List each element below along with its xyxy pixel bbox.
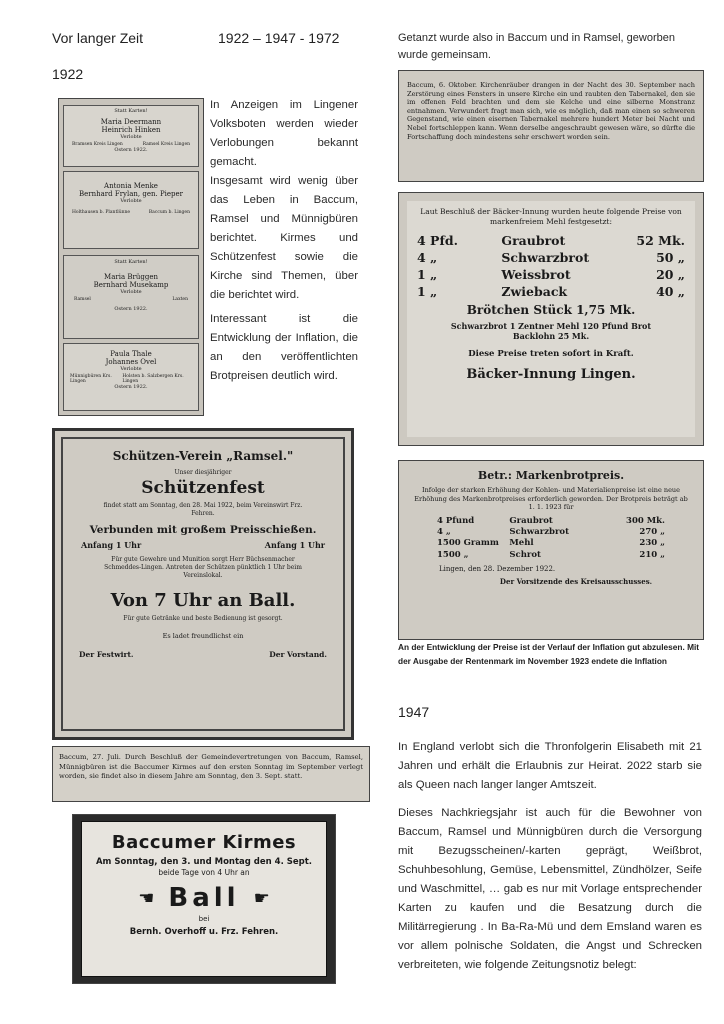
price-qty: 1500 Gramm (437, 538, 499, 549)
section-heading-1947: 1947 (398, 704, 430, 720)
price-item: Zwieback (501, 283, 568, 299)
price-qty: 1500 „ (437, 549, 469, 560)
page-title: Vor langer Zeit (52, 30, 144, 46)
intro-paragraph-2: Insgesamt wird wenig über das Leben in Baccum, Ramsel und Münnigbüren berichtet. Kirmes und Schützenfest sowie die Kirche sind Themen, über die berichtet wird. (210, 175, 358, 301)
price-price: 270 „ (639, 526, 665, 537)
engagement-ad-4: Paula Thale Johannes Ovel Verlobte Münnigbüren Krs. Lingen Holsten b. Salzbergen Krs. Lingen Ostern 1922. (63, 343, 199, 411)
price-qty: 4 Pfund (437, 515, 475, 526)
section-heading-1922: 1922 (52, 66, 84, 82)
price-row (437, 550, 665, 561)
inflation-caption: An der Entwicklung der Preise ist der Verlauf der Inflation gut abzulesen. Mit der Ausgabe der Rentenmark im November 1923 endete die Inflation (398, 642, 700, 666)
paragraph-1947-postwar: Dieses Nachkriegsjahr ist auch für die Bewohner von Baccum, Ramsel und Münnigbüren durch die Versorgung mit Bezugsscheinen/-karten geprägt, Weißbrot, Schuhbesohlung, Gemüse, Lebensmittel, Zündhölzer, Seife und Waschmittel, … gab es nur mit Vorlage entsprechender Karten zu kaufen und die Besatzung durch die Militärregierung . In Ba-Ra-Mü und dem Emsland waren es vor allem polnische Soldaten, die Angst und Schrecken verbreiteten, wie folgende Zeitungsnotiz belegt: (398, 807, 702, 971)
price-row (417, 284, 685, 301)
price-item: Schwarzbrot (509, 526, 570, 537)
price-qty: 4 Pfd. (417, 233, 458, 248)
schuetzenfest-ad: Schützen-Verein „Ramsel." Unser diesjähriger Schützenfest findet statt am Sonntag, den 28. Mai 1922, beim Vereinswirt Frz. Fehren. Verbunden mit großem Preisschießen. Anfang 1 Uhr Anfang 1 Uhr Für gute Gewehre und Munition sorgt Herr Büchsenmacher Schmeddes-Lingen. Antreten der Schützen pünktlich 1 Uhr beim Vereinslokal. Von 7 Uhr an Ball. Für gute Getränke und beste Bedienung ist gesorgt. Es ladet freundlichst ein Der Festwirt. Der Vorstand. (52, 428, 354, 740)
price-qty: 4 „ (417, 249, 438, 265)
church-theft-notice: Baccum, 6. Oktober. Kirchenräuber drangen in der Nacht des 30. September nach Zerstörung eines Fensters in unsere Kirche ein und raubten den Tabernakel, den sie im offenen Feld brachten und dem sie Kelche und eine silberne Monstranz entnahmen. Verwundert fragt man sich, wie es möglich, daß man einen so schweren Gegenstand, wie einen eisernen Tabernakel mehrere hundert Meter bei Nacht und Nebel fortschleppen kann. Wenn derselbe angeschraubt gewesen wäre, so dürfte die Fortschaffung doch mindestens sehr erschwert worden sein. (398, 70, 704, 182)
price-row (417, 250, 685, 267)
price-qty: 1 „ (417, 283, 438, 299)
bread-price-ad-1922: Laut Beschluß der Bäcker-Innung wurden heute folgende Preise von markenfreiem Mehl festgesetzt: 4 Pfd. Graubrot 52 Mk. 4 „ Schwarzbrot 50 „ 1 „ Weissbrot 20 „ 1 „ Zwieback 40 „ Brötchen Stück 1,75 Mk. Schwarzbrot 1 Zentner Mehl 120 Pfund Brot Backlohn 25 Mk. Diese Preise treten sofort in Kraft. Bäcker-Innung Lingen. (398, 192, 704, 446)
engagement-ad-2: Antonia Menke Bernhard Frylan, gen. Pieper Verlobte Holthausen b. Plantlünne Baccum b. Lingen (63, 171, 199, 249)
price-row (417, 267, 685, 284)
price-item: Graubrot (501, 233, 566, 248)
paragraph-1947-elisabeth: In England verlobt sich die Thronfolgerin Elisabeth mit 21 Jahren und erhält die Erlaubnis zur Heirat. 2022 starb sie als Queen nach langer langer Amtszeit. (398, 741, 702, 791)
price-price: 300 Mk. (626, 515, 665, 526)
price-row (437, 527, 665, 538)
kirmes-ad: Baccumer Kirmes Am Sonntag, den 3. und Montag den 4. Sept. beide Tage von 4 Uhr an ☚ Ball ☛ bei Bernh. Overhoff u. Frz. Fehren. (72, 814, 336, 984)
price-price: 40 „ (656, 283, 685, 299)
intro-paragraph-1: In Anzeigen im Lingener Volksboten werden wieder Verlobungen bekannt gemacht. (210, 99, 358, 168)
price-price: 230 „ (639, 538, 665, 549)
price-item: Schwarzbrot (501, 249, 590, 265)
engagement-ads-clipping (58, 98, 204, 416)
intro-paragraph-3: Interessant ist die Entwicklung der Inflation, die an den veröffentlichten Brotpreisen deutlich wird. (210, 313, 358, 382)
price-item: Schrot (509, 549, 541, 560)
price-row (437, 538, 665, 549)
hand-pointer-right-icon: ☛ (253, 887, 270, 909)
price-item: Weissbrot (501, 266, 571, 282)
bread-price-ad-1923: Betr.: Markenbrotpreis. Infolge der starken Erhöhung der Kohlen- und Materialienpreise ist eine neue Erhöhung des Markenbrotpreises erforderlich geworden. Der Brotpreis beträgt ab 1. 1. 1923 für 4 Pfund Graubrot 300 Mk. 4 „ Schwarzbrot 270 „ 1500 Gramm Mehl 230 „ 1500 „ Schrot 210 „ Lingen, den 28. Dezember 1922. Der Vorsitzende des Kreisausschusses. (398, 460, 704, 640)
price-row (417, 233, 685, 250)
engagement-ad-1: Statt Karten! Maria Deermann Heinrich Hinken Verlobte Bramsen Kreis Lingen Ramsel Kreis Lingen Ostern 1922. (63, 105, 199, 167)
price-item: Graubrot (509, 515, 553, 526)
year-range: 1922 – 1947 - 1972 (218, 30, 340, 46)
kirmes-date-notice: Baccum, 27. Juli. Durch Beschluß der Gemeindevertretungen von Baccum, Ramsel, Münnigbüren ist die Baccumer Kirmes auf den ersten Sonntag im September verlegt worden, sie findet also in diesem Jahre am Sonntag, den 3. Sept. statt. (52, 746, 370, 802)
price-price: 20 „ (656, 266, 685, 282)
price-price: 210 „ (639, 549, 665, 560)
price-price: 52 Mk. (636, 233, 685, 248)
engagement-ad-3: Statt Karten! Maria Brüggen Bernhard Musekamp Verlobte Ramsel Laxten Ostern 1922. (63, 255, 199, 339)
dance-note: Getanzt wurde also in Baccum und in Ramsel, geworben wurde gemeinsam. (398, 32, 675, 61)
price-item: Mehl (509, 538, 534, 549)
price-qty: 4 „ (437, 526, 451, 537)
hand-pointer-left-icon: ☚ (138, 887, 155, 909)
price-qty: 1 „ (417, 266, 438, 282)
price-price: 50 „ (656, 249, 685, 265)
price-row (437, 516, 665, 527)
